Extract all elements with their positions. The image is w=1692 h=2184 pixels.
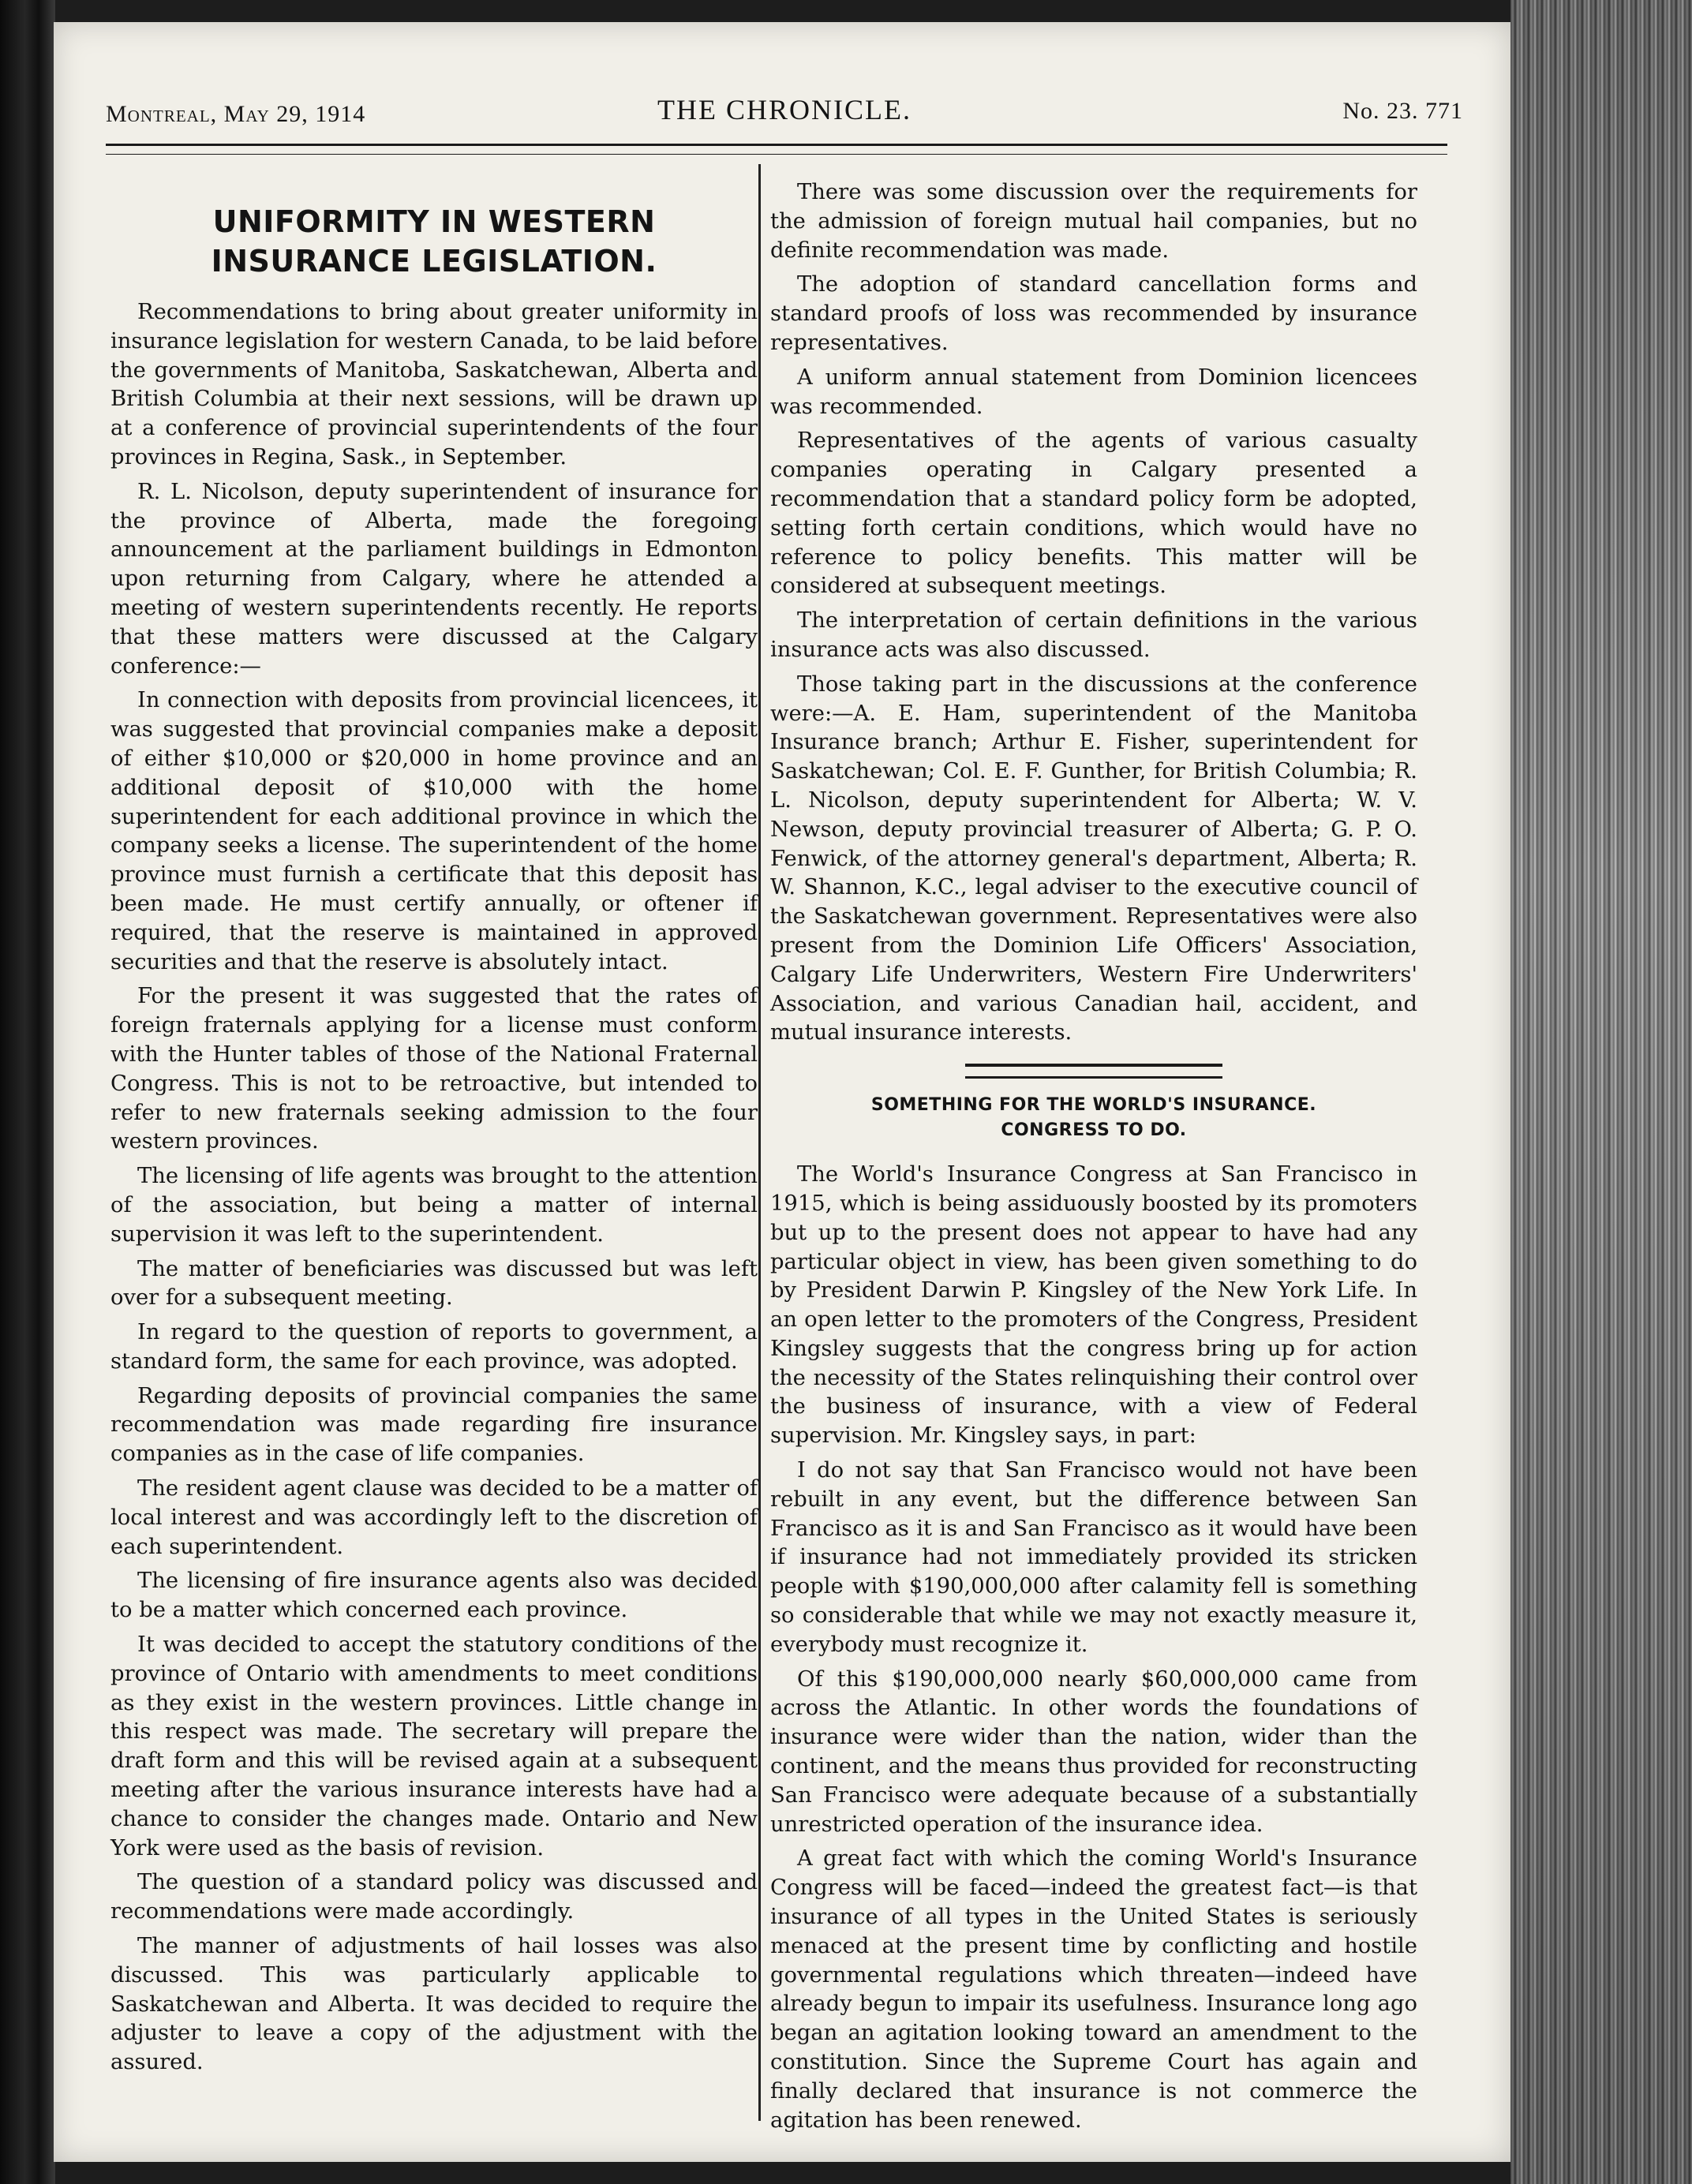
book-binding-shadow	[0, 0, 55, 2184]
article-paragraph: Recommendations to bring about greater uniformity in insurance legislation for western Canada, to be laid before the governments of Manitoba, Saskatchewan, Alberta and British Columbia at their next sessions, will be drawn up at a conference of provincial superintendents of the four provinces in Regina, Sask., in September.	[110, 300, 758, 469]
publication-title: THE CHRONICLE.	[657, 94, 912, 125]
article-divider	[965, 1064, 1222, 1079]
left-column	[110, 178, 758, 2083]
article-paragraph: R. L. Nicolson, deputy superintendent of insurance for the province of Alberta, made the foregoing announcement at the parliament buildings in Edmonton upon returning from Calgary, where he attended a meeting of western superintendents recently. He reports that these matters were discussed at the Calgary conference:—	[110, 479, 758, 679]
book-page-edges	[1510, 0, 1692, 2184]
article-paragraph: The manner of adjustments of hail losses was also discussed. This was particularly applicable to Saskatchewan and Alberta. It was decided to require the adjuster to leave a copy of the adjustment with the assured.	[110, 1934, 758, 2075]
article-paragraph: Regarding deposits of provincial companies the same recommendation was made regarding fire insurance companies as in the case of life companies.	[110, 1383, 758, 1467]
article-paragraph: It was decided to accept the statutory conditions of the province of Ontario with amendments to meet conditions as they exist in the western provinces. Little change in this respect was made. The secretary will prepare the draft form and this will be revised again at a subsequent meeting after the various insurance interests have had a chance to consider the changes made. Ontario and New York were used as the basis of revision.	[110, 1632, 758, 1861]
right-column	[770, 178, 1417, 2141]
column-divider-rule	[758, 164, 761, 2121]
article-paragraph: In regard to the question of reports to government, a standard form, the same for each province, was adopted.	[110, 1320, 758, 1374]
article-paragraph: For the present it was suggested that the rates of foreign fraternals applying for a license must conform with the Hunter tables of those of the National Fraternal Congress. This is not to be retroactive, but intended to refer to new fraternals seeking admission to the four western provinces.	[110, 984, 758, 1154]
article-paragraph: The resident agent clause was decided to be a matter of local interest and was accordingly left to the discretion of each superintendent.	[110, 1476, 758, 1559]
article-paragraph: The licensing of fire insurance agents also was decided to be a matter which concerned each province.	[110, 1569, 758, 1623]
article-paragraph: The licensing of life agents was brought to the attention of the association, but being a matter of internal supervision it was left to the superintendent.	[110, 1164, 758, 1247]
article-paragraph: There was some discussion over the requirements for the admission of foreign mutual hail companies, but no definite recommendation was made.	[770, 180, 1417, 263]
article-paragraph: The adoption of standard cancellation forms and standard proofs of loss was recommended by insurance representatives.	[770, 272, 1417, 355]
article-headline: UNIFORMITY IN WESTERN INSURANCE LEGISLATION.	[211, 204, 657, 279]
header-double-rule	[106, 144, 1447, 155]
article-paragraph: Representatives of the agents of various casualty companies operating in Calgary presented a recommendation that a standard policy form be adopted, setting forth certain conditions, which would have no reference to policy benefits. This matter will be considered at subsequent meetings.	[770, 428, 1417, 599]
article-paragraph: Of this $190,000,000 nearly $60,000,000 came from across the Atlantic. In other words the foundations of insurance were wider than the nation, wider than the continent, and the means thus provided for reconstructing San Francisco were adequate because of a substantially unrestricted operation of the insurance idea.	[770, 1666, 1417, 1837]
subheadline-line-1: SOMETHING FOR THE WORLD'S INSURANCE.	[870, 1095, 1317, 1116]
article-paragraph: I do not say that San Francisco would not have been rebuilt in any event, but the difference between San Francisco as it is and San Francisco as it would have been if insurance had not immediately provided its stricken people with $190,000,000 after calamity fell is something so considerable that while we may not exactly measure it, everybody must recognize it.	[770, 1458, 1417, 1657]
article-subheadline	[770, 1093, 1417, 1143]
newspaper-page	[54, 22, 1510, 2162]
article-paragraph: The interpretation of certain definitions in the various insurance acts was also discussed.	[770, 608, 1417, 662]
issue-page-number: No. 23. 771	[1342, 98, 1463, 124]
article-paragraph: Those taking part in the discussions at the conference were:—A. E. Ham, superintendent of the Manitoba Insurance branch; Arthur E. Fisher, superintendent for Saskatchewan; Col. E. F. Gunther, for British Columbia; R. L. Nicolson, deputy superintendent for Alberta; W. V. Newson, deputy provincial treasurer of Alberta; G. P. O. Fenwick, of the attorney general's department, Alberta; R. W. Shannon, K.C., legal adviser to the executive council of the Saskatchewan government. Representatives were also present from the Dominion Life Officers' Association, Calgary Life Underwriters, Western Fire Underwriters' Association, and various Canadian hail, accident, and mutual insurance interests.	[770, 671, 1417, 1045]
dateline: Montreal, May 29, 1914	[106, 101, 366, 127]
article-paragraph: The World's Insurance Congress at San Francisco in 1915, which is being assiduously boosted by its promoters but up to the present does not appear to have had any particular object in view, has been given something to do by President Darwin P. Kingsley of the New York Life. In an open letter to the promoters of the Congress, President Kingsley suggests that the congress bring up for action the necessity of the States relinquishing their control over the business of insurance, with a view of Federal supervision. Mr. Kingsley says, in part:	[770, 1162, 1417, 1449]
article-paragraph: The matter of beneficiaries was discussed but was left over for a subsequent meeting.	[110, 1256, 758, 1311]
article-paragraph: A uniform annual statement from Dominion licencees was recommended.	[770, 365, 1417, 419]
subheadline-line-2: CONGRESS TO DO.	[1001, 1120, 1187, 1141]
article-paragraph: The question of a standard policy was discussed and recommendations were made accordingly.	[110, 1870, 758, 1924]
article-paragraph: A great fact with which the coming World's Insurance Congress will be faced—indeed the greatest fact—is that insurance of all types in the United States is seriously menaced at the present time by conflicting and hostile governmental regulations which threaten—indeed have already begun to impair its usefulness. Insurance long ago began an agitation looking toward an amendment to the constitution. Since the Supreme Court has again and finally declared that insurance is not commerce the agitation has been renewed.	[770, 1846, 1417, 2133]
running-head	[106, 87, 1463, 142]
article-paragraph: In connection with deposits from provincial licencees, it was suggested that provincial companies make a deposit of either $10,000 or $20,000 in home province and an additional deposit of $10,000 with the home superintendent for each additional province in which the company seeks a license. The superintendent of the home province must furnish a certificate that this deposit has been made. He must certify annually, or oftener if required, that the reserve is maintained in approved securities and that the reserve is absolutely intact.	[110, 688, 758, 974]
